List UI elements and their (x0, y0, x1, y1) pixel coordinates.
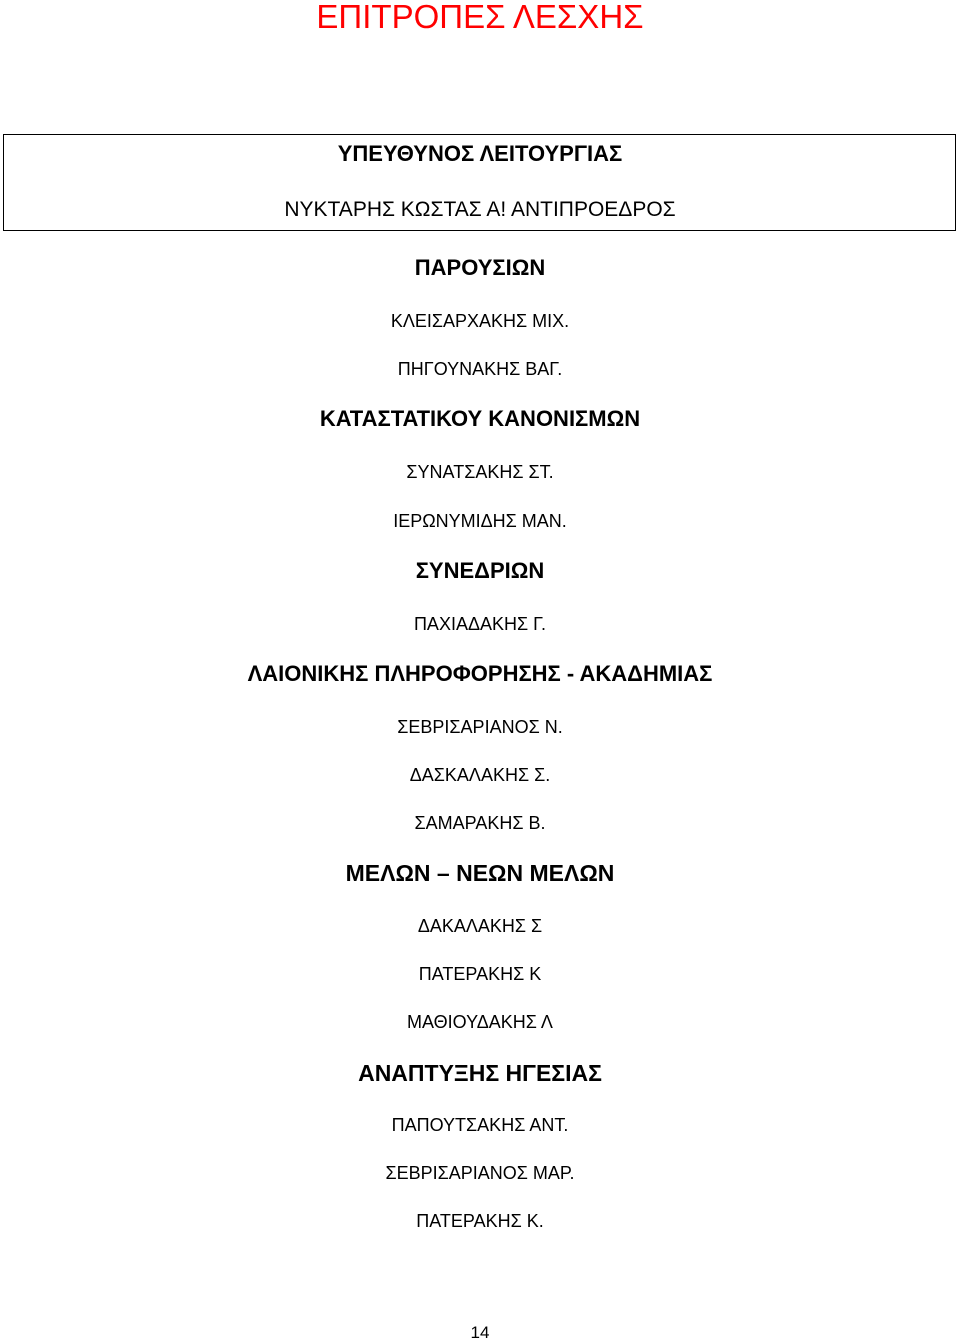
committee-member: ΔΑΣΚΑΛΑΚΗΣ Σ. (409, 765, 551, 785)
committee-member: ΣΕΒΡΙΣΑΡΙΑΝΟΣ ΜΑΡ. (385, 1163, 575, 1183)
committee-member: ΠΑΠΟΥΤΣΑΚΗΣ ΑΝΤ. (391, 1115, 569, 1135)
committee-member: ΙΕΡΩΝΥΜΙΔΗΣ ΜΑΝ. (393, 511, 567, 531)
committee-heading-members: ΜΕΛΩΝ – ΝΕΩΝ ΜΕΛΩΝ (345, 860, 615, 886)
committee-member: ΠΑΧΙΑΔΑΚΗΣ Γ. (413, 614, 547, 634)
committee-member: ΠΑΤΕΡΑΚΗΣ Κ (418, 964, 542, 984)
page-title: ΕΠΙΤΡΟΠΕΣ ΛΕΣΧΗΣ (316, 0, 644, 35)
page-number: 14 (470, 1323, 490, 1342)
responsible-heading: ΥΠΕΥΘΥΝΟΣ ΛΕΙΤΟΥΡΓΙΑΣ (337, 141, 623, 166)
committee-member: ΜΑΘΙΟΥΔΑΚΗΣ Λ (407, 1012, 553, 1032)
committee-member: ΣΑΜΑΡΑΚΗΣ Β. (414, 813, 546, 833)
committee-member: ΣΕΒΡΙΣΑΡΙΑΝΟΣ Ν. (397, 717, 563, 737)
committee-member: ΣΥΝΑΤΣΑΚΗΣ ΣΤ. (406, 462, 554, 482)
committee-heading-bylaws: ΚΑΤΑΣΤΑΤΙΚΟΥ ΚΑΝΟΝΙΣΜΩΝ (319, 406, 641, 431)
responsible-name: ΝΥΚΤΑΡΗΣ ΚΩΣΤΑΣ Α! ΑΝΤΙΠΡΟΕΔΡΟΣ (284, 198, 676, 221)
committee-member: ΠΑΤΕΡΑΚΗΣ Κ. (416, 1211, 544, 1231)
committee-member: ΔΑΚΑΛΑΚΗΣ Σ (417, 916, 543, 936)
committee-member: ΠΗΓΟΥΝΑΚΗΣ ΒΑΓ. (397, 359, 563, 379)
committee-heading-information-academy: ΛΑΙΟΝΙΚΗΣ ΠΛΗΡΟΦΟΡΗΣΗΣ - ΑΚΑΔΗΜΙΑΣ (247, 661, 713, 686)
committee-heading-leadership: ΑΝΑΠΤΥΞΗΣ ΗΓΕΣΙΑΣ (358, 1060, 602, 1086)
committee-member: ΚΛΕΙΣΑΡΧΑΚΗΣ ΜΙΧ. (390, 311, 570, 331)
committee-heading-conventions: ΣΥΝΕΔΡΙΩΝ (415, 558, 545, 583)
committee-heading-attendance: ΠΑΡΟΥΣΙΩΝ (414, 255, 546, 280)
